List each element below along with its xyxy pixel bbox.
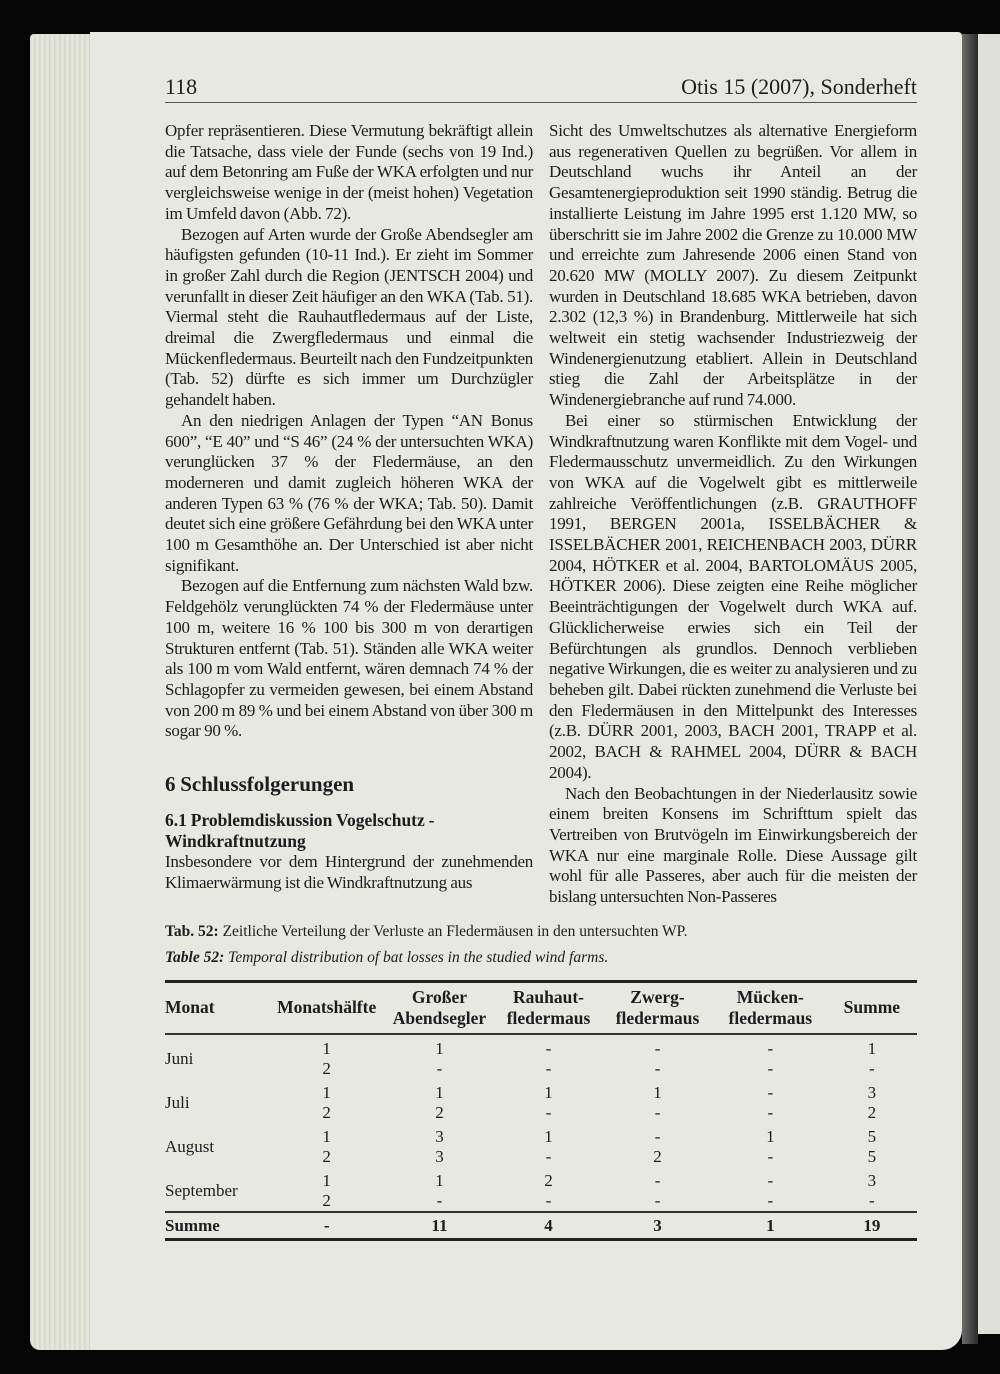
table-cell: - <box>545 1190 552 1210</box>
header-text: Monat <box>165 997 215 1018</box>
table-cell: - <box>767 1102 774 1122</box>
page-content <box>165 0 917 1345</box>
table-cell: 2 <box>867 1102 877 1122</box>
table-cell: 1 <box>322 1170 331 1190</box>
month-cell: Juni <box>165 1048 194 1068</box>
column-header <box>827 981 917 1034</box>
table-cell: 2 <box>322 1190 331 1210</box>
header-text: fledermaus <box>506 1007 591 1028</box>
table-cell: 1 <box>435 1170 444 1190</box>
table-cell: 5 <box>867 1126 877 1146</box>
column-header <box>383 981 496 1034</box>
table-cell: - <box>654 1038 661 1058</box>
table-cell: - <box>654 1190 661 1210</box>
table-cell: 1 <box>653 1082 662 1102</box>
table-row <box>165 1123 917 1147</box>
table-cell: 1 <box>322 1126 331 1146</box>
table-cell: - <box>767 1058 774 1078</box>
header-text: Abendsegler <box>392 1007 487 1028</box>
total-cell: 3 <box>653 1215 662 1235</box>
table-cell: 5 <box>867 1146 877 1166</box>
table-cell: - <box>767 1082 774 1102</box>
header-text: fledermaus <box>728 1007 813 1028</box>
table-cell: 1 <box>322 1038 331 1058</box>
column-header <box>714 981 827 1034</box>
table-cell: 2 <box>322 1058 331 1078</box>
total-cell: Summe <box>165 1215 220 1235</box>
table-cell: 1 <box>766 1126 775 1146</box>
header-text: Großer <box>411 986 467 1007</box>
page-stack-edge <box>30 34 92 1350</box>
table-cell: - <box>545 1146 552 1166</box>
table-row <box>165 1191 917 1212</box>
table-cell: - <box>654 1058 661 1078</box>
running-header <box>165 72 917 103</box>
table-cell: 2 <box>653 1146 662 1166</box>
paragraph: Bezogen auf Arten wurde der Große Abendsegler am häufigsten gefunden (10-11 Ind.). Er zieht im Sommer in großer Zahl durch die Region (JENTSCH 2004) und verunfallt in dieser Zeit häufiger an den WKA (Tab. 51). Viermal steht die Rauhautfledermaus auf der Liste, dreimal die Zwergfledermaus und einmal die Mückenfledermaus. Beurteilt nach den Fundzeitpunkten (Tab. 52) dürfte es sich immer um Durchzügler gehandelt haben. <box>165 224 533 410</box>
paragraph: Opfer repräsentieren. Diese Vermutung bekräftigt allein die Tatsache, dass viele der Funde (sechs von 19 Ind.) auf dem Betonring am Fuße der WKA erfolgten und nur vergleichsweise wenige in der (meist hohen) Vegetation im Umfeld davon (Abb. 72). <box>165 121 533 223</box>
month-cell: Juli <box>165 1092 190 1112</box>
paragraph: An den niedrigen Anlagen der Typen “AN Bonus 600”, “E 40” und “S 46” (24 % der untersuchten WKA) verunglücken 37 % der Fledermäuse, an den moderneren und damit zugleich höheren WKA der anderen Typen 63 % (76 % der WKA; Tab. 50). Damit deutet sich eine größere Gefährdung bei den WKA unter 100 m Gesamthöhe an. Der Unterschied ist aber nicht signifikant. <box>165 410 533 575</box>
table-cell: - <box>436 1190 443 1210</box>
table-caption-english <box>165 948 917 968</box>
table-cell: - <box>767 1190 774 1210</box>
table-cell: 1 <box>435 1082 444 1102</box>
total-cell: - <box>323 1215 330 1235</box>
table-cell: 1 <box>544 1082 553 1102</box>
header-text: Zwerg- <box>630 986 685 1007</box>
paragraph: Sicht des Umweltschutzes als alternative Energieform aus regenerativen Quellen zu begrüßen. Vor allem in Deutschland wuchs ihr Anteil an der Gesamtenergieproduktion seit 1990 ständig. Betrug die installierte Leistung im Jahre 1995 erst 1.120 MW, so überschritt sie im Jahre 2002 die Grenze zu 10.000 MW und erreichte zum Jahresende 2006 einen Stand von 20.620 MW (MOLLY 2007). Zu diesem Zeitpunkt wurden in Deutschland 18.685 WKA betrieben, davon 2.302 (12,3 %) in Brandenburg. Mittlerweile hat sich weltweit ein stetig wachsender Industriezweig der Windenergienutzung etabliert. Allein in Deutschland stieg die Zahl der Arbeitsplätze in der Windenergiebranche auf rund 74.000. <box>549 121 917 410</box>
table-cell: - <box>767 1038 774 1058</box>
header-text: Mücken- <box>736 986 804 1007</box>
table-cell: 3 <box>867 1170 877 1190</box>
table-header-row <box>165 981 917 1034</box>
total-cell: 4 <box>544 1215 553 1235</box>
table-row <box>165 1103 917 1123</box>
table-cell: 3 <box>867 1082 877 1102</box>
book-gutter <box>962 34 978 1344</box>
header-text: fledermaus <box>615 1007 700 1028</box>
table-cell: - <box>654 1102 661 1122</box>
table-cell: - <box>654 1126 661 1146</box>
table-cell: 1 <box>544 1126 553 1146</box>
caption-text: Zeitliche Verteilung der Verluste an Fledermäusen in den untersuchten WP. <box>222 922 688 940</box>
header-text: Summe <box>843 997 901 1018</box>
page-number: 118 <box>165 74 198 99</box>
paragraph: Bei einer so stürmischen Entwicklung der Windkraftnutzung waren Konflikte mit dem Vogel- und Fledermausschutz unvermeidlich. Zu den Wirkungen von WKA auf die Vogelwelt gibt es mittlerweile zahlreiche Veröffentlichungen (z.B. GRAUTHOFF 1991, BERGEN 2001a, ISSELBÄCHER & ISSELBÄCHER 2001, REICHENBACH 2003, DÜRR 2004, HÖTKER et al. 2004, BARTOLOMÄUS 2005, HÖTKER 2006). Diese zeigten eine Reihe möglicher Beeinträchtigungen der Vogelwelt durch WKA auf. Glücklicherweise erwies sich ein Teil der Befürchtungen als grundlos. Dennoch verblieben negative Wirkungen, die es weiter zu analysieren und zu beheben gilt. Dabei rückten zunehmend die Verluste bei den Fledermäusen in den Mittelpunkt des Interesses (z.B. DÜRR 2001, 2003, BACH 2001, TRAPP et al. 2002, BACH & RAHMEL 2004, DÜRR & BACH 2004). <box>549 410 917 782</box>
table-row <box>165 1079 917 1103</box>
caption-text: Temporal distribution of bat losses in the studied wind farms. <box>228 948 609 966</box>
table-cell: - <box>869 1190 875 1210</box>
table-cell: - <box>545 1058 552 1078</box>
total-cell: 1 <box>766 1215 775 1235</box>
table-cell: 2 <box>435 1102 444 1122</box>
table-row <box>165 1034 917 1059</box>
header-text: Monatshälfte <box>277 997 377 1018</box>
table-cell: 2 <box>544 1170 553 1190</box>
table-cell: - <box>545 1038 552 1058</box>
table-cell: - <box>869 1058 875 1078</box>
table-row <box>165 1147 917 1167</box>
table-cell: 3 <box>435 1126 444 1146</box>
column-header <box>165 981 270 1034</box>
table-cell: - <box>545 1102 552 1122</box>
table-cell: 1 <box>435 1038 444 1058</box>
table-cell: - <box>767 1170 774 1190</box>
journal-title: Otis 15 (2007), Sonderheft <box>681 74 917 99</box>
paragraph: Nach den Beobachtungen in der Niederlausitz sowie einem breiten Konsens im Schrifttum spielt das Vertreiben von Brutvögeln im Einwirkungsbereich der WKA nur eine marginale Rolle. Diese Aussage gilt wohl für alle Passeres, aber auch für die meisten der bislang untersuchten Non-Passeres <box>549 783 917 907</box>
column-header <box>496 981 601 1034</box>
month-cell: September <box>165 1180 238 1200</box>
month-cell: August <box>165 1136 215 1156</box>
table-cell: - <box>767 1146 774 1166</box>
table-cell: 2 <box>322 1146 331 1166</box>
table-row <box>165 1167 917 1191</box>
total-row <box>165 1212 917 1240</box>
column-header <box>270 981 383 1034</box>
table-cell: 3 <box>435 1146 444 1166</box>
header-text: Rauhaut- <box>512 986 584 1007</box>
left-column <box>165 121 533 908</box>
body-columns <box>165 121 917 908</box>
table-row <box>165 1059 917 1079</box>
column-header <box>601 981 714 1034</box>
subsection-heading: 6.1 Problemdiskussion Vogelschutz - Windkraftnutzung <box>165 810 435 852</box>
table-cell: 2 <box>322 1102 331 1122</box>
table-cell: 1 <box>867 1038 877 1058</box>
table-cell: - <box>654 1170 661 1190</box>
right-column <box>549 121 917 908</box>
bat-losses-table <box>165 980 917 1241</box>
total-cell: 11 <box>431 1215 448 1235</box>
paragraph: Insbesondere vor dem Hintergrund der zunehmenden Klimaerwärmung ist die Windkraftnutzung aus <box>165 852 533 892</box>
table-cell: 1 <box>322 1082 331 1102</box>
caption-label: Tab. 52: <box>165 922 219 940</box>
paragraph: Bezogen auf die Entfernung zum nächsten Wald bzw. Feldgehölz verunglückten 74 % der Fledermäuse unter 100 m, weitere 16 % 100 bis 300 m von derartigen Strukturen entfernt (Tab. 51). Ständen alle WKA weiter als 100 m vom Wald entfernt, wären demnach 74 % der Schlagopfer zu vermeiden gewesen, bei einem Abstand von 200 m 89 % und bei einem Abstand von über 300 m sogar 90 %. <box>165 576 533 741</box>
table-caption <box>165 922 917 942</box>
section-heading: 6 Schlussfolgerungen <box>165 772 355 797</box>
table-cell: - <box>436 1058 443 1078</box>
total-cell: 19 <box>863 1215 881 1235</box>
facing-page-edge <box>978 34 1000 1334</box>
caption-label: Table 52: <box>165 948 225 966</box>
